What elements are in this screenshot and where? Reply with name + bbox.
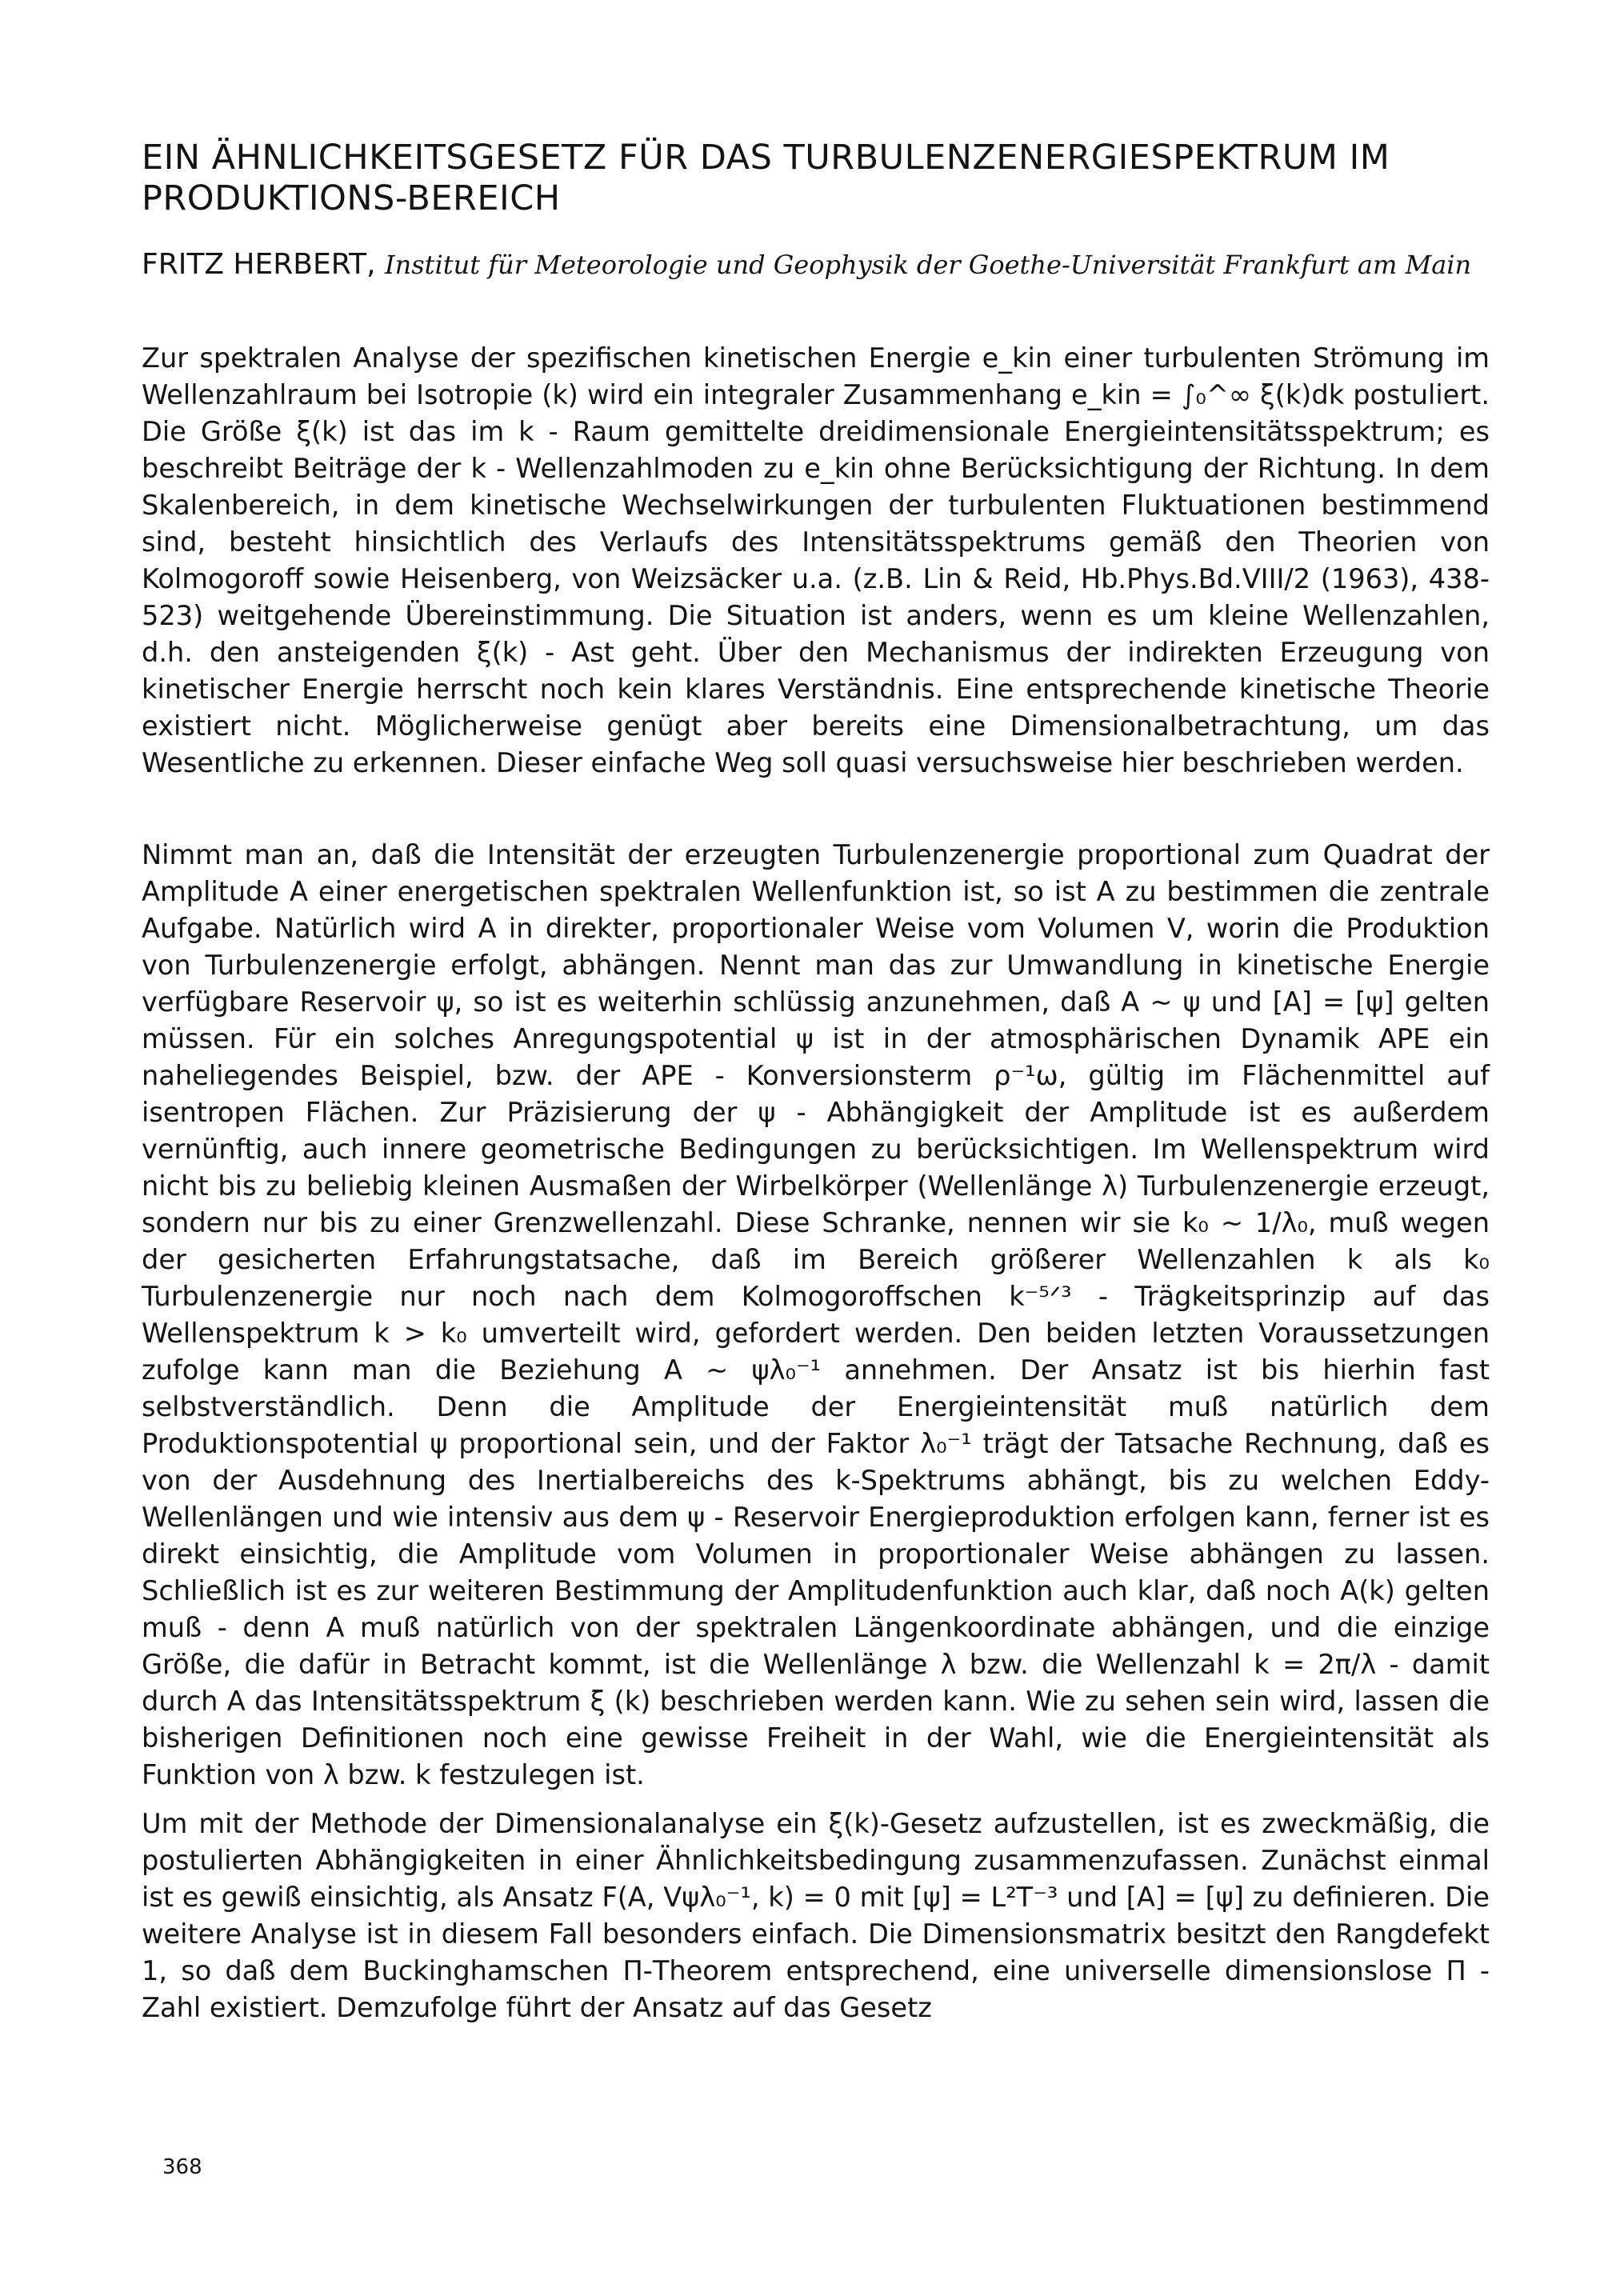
article-title: EIN ÄHNLICHKEITSGESETZ FÜR DAS TURBULENZENERGIESPEKTRUM IM PRODUKTIONS-BEREICH [142,138,1390,218]
byline [142,245,1518,285]
author-name: FRITZ HERBERT, [142,248,376,281]
paragraph-intro: Zur spektralen Analyse der spezifischen kinetischen Energie e_kin einer turbulenten Strömung im Wellenzahlraum bei Isotropie (k) wird ein integraler Zusammenhang e_kin = ∫₀^∞ ξ(k)dk postuliert. Die Größe ξ(k) ist das im k - Raum gemittelte dreidimensionale Energieintensitätsspektrum; es beschreibt Beiträge der k - Wellenzahlmoden zu e_kin ohne Berücksichtigung der Richtung. In dem Skalenbereich, in dem kinetische Wechselwirkungen der turbulenten Fluktuationen bestimmend sind, besteht hinsichtlich des Verlaufs des Intensitätsspektrums gemäß den Theorien von Kolmogoroff sowie Heisenberg, von Weizsäcker u.a. (z.B. Lin & Reid, Hb.Phys.Bd.VIII/2 (1963), 438-523) weitgehende Übereinstimmung. Die Situation ist anders, wenn es um kleine Wellenzahlen, d.h. den ansteigenden ξ(k) - Ast geht. Über den Mechanismus der indirekten Erzeugung von kinetischer Energie herrscht noch kein klares Verständnis. Eine entsprechende kinetische Theorie existiert nicht. Möglicherweise genügt aber bereits eine Dimensionalbetrachtung, um das Wesentliche zu erkennen. Dieser einfache Weg soll quasi versuchsweise hier beschrieben werden. [142,342,1490,778]
page-number: 368 [162,2155,202,2179]
paragraph-amplitude: Nimmt man an, daß die Intensität der erzeugten Turbulenzenergie proportional zum Quadrat der Amplitude A einer energetischen spektralen Wellenfunktion ist, so ist A zu bestimmen die zentrale Aufgabe. Natürlich wird A in direkter, proportionaler Weise vom Volumen V, worin die Produktion von Turbulenzenergie erfolgt, abhängen. Nennt man das zur Umwandlung in kinetische Energie verfügbare Reservoir ψ, so ist es weiterhin schlüssig anzunehmen, daß A ∼ ψ und [A] = [ψ] gelten müssen. Für ein solches Anregungspotential ψ ist in der atmosphärischen Dynamik APE ein naheliegendes Beispiel, bzw. der APE - Konversionsterm ρ⁻¹ω, gültig im Flächenmittel auf isentropen Flächen. Zur Präzisierung der ψ - Abhängigkeit der Amplitude ist es außerdem vernünftig, auch innere geometrische Bedingungen zu berücksichtigen. Im Wellenspektrum wird nicht bis zu beliebig kleinen Ausmaßen der Wirbelkörper (Wellenlänge λ) Turbulenzenergie erzeugt, sondern nur bis zu einer Grenzwellenzahl. Diese Schranke, nennen wir sie k₀ ∼ 1/λ₀, muß wegen der gesicherten Erfahrungstatsache, daß im Bereich größerer Wellenzahlen k als k₀ Turbulenzenergie nur noch nach dem Kolmogoroffschen k⁻⁵ᐟ³ - Trägkeitsprinzip auf das Wellenspektrum k > k₀ umverteilt wird, gefordert werden. Den beiden letzten Voraussetzungen zufolge kann man die Beziehung A ∼ ψλ₀⁻¹ annehmen. Der Ansatz ist bis hierhin fast selbstverständlich. Denn die Amplitude der Energieintensität muß natürlich dem Produktionspotential ψ proportional sein, und der Faktor λ₀⁻¹ trägt der Tatsache Rechnung, daß es von der Ausdehnung des Inertialbereichs des k-Spektrums abhängt, bis zu welchen Eddy-Wellenlängen und wie intensiv aus dem ψ - Reservoir Energieproduktion erfolgen kann, ferner ist es direkt einsichtig, die Amplitude vom Volumen in proportionaler Weise abhängen zu lassen. Schließlich ist es zur weiteren Bestimmung der Amplitudenfunktion auch klar, daß noch A(k) gelten muß - denn A muß natürlich von der spektralen Längenkoordinate abhängen, und die einzige Größe, die dafür in Betracht kommt, ist die Wellenlänge λ bzw. die Wellenzahl k = 2π/λ - damit durch A das Intensitätsspektrum ξ (k) beschrieben werden kann. Wie zu sehen sein wird, lassen die bisherigen Definitionen noch eine gewisse Freiheit in der Wahl, wie die Energieintensität als Funktion von λ bzw. k festzulegen ist. [142,839,1490,1790]
paragraph-dimensional-analysis: Um mit der Methode der Dimensionalanalyse ein ξ(k)-Gesetz aufzustellen, ist es zweckmäßig, die postulierten Abhängigkeiten in einer Ähnlichkeitsbedingung zusammenzufassen. Zunächst einmal ist es gewiß einsichtig, als Ansatz F(A, Vψλ₀⁻¹, k) = 0 mit [ψ] = L²T⁻³ und [A] = [ψ] zu definieren. Die weitere Analyse ist in diesem Fall besonders einfach. Die Dimensionsmatrix besitzt den Rangdefekt 1, so daß dem Buckinghamschen Π-Theorem entsprechend, eine universelle dimensionslose Π - Zahl existiert. Demzufolge führt der Ansatz auf das Gesetz [142,1808,1490,2023]
author-institution: Institut für Meteorologie und Geophysik der Goethe-Universität Frankfurt am Main [385,250,1472,280]
